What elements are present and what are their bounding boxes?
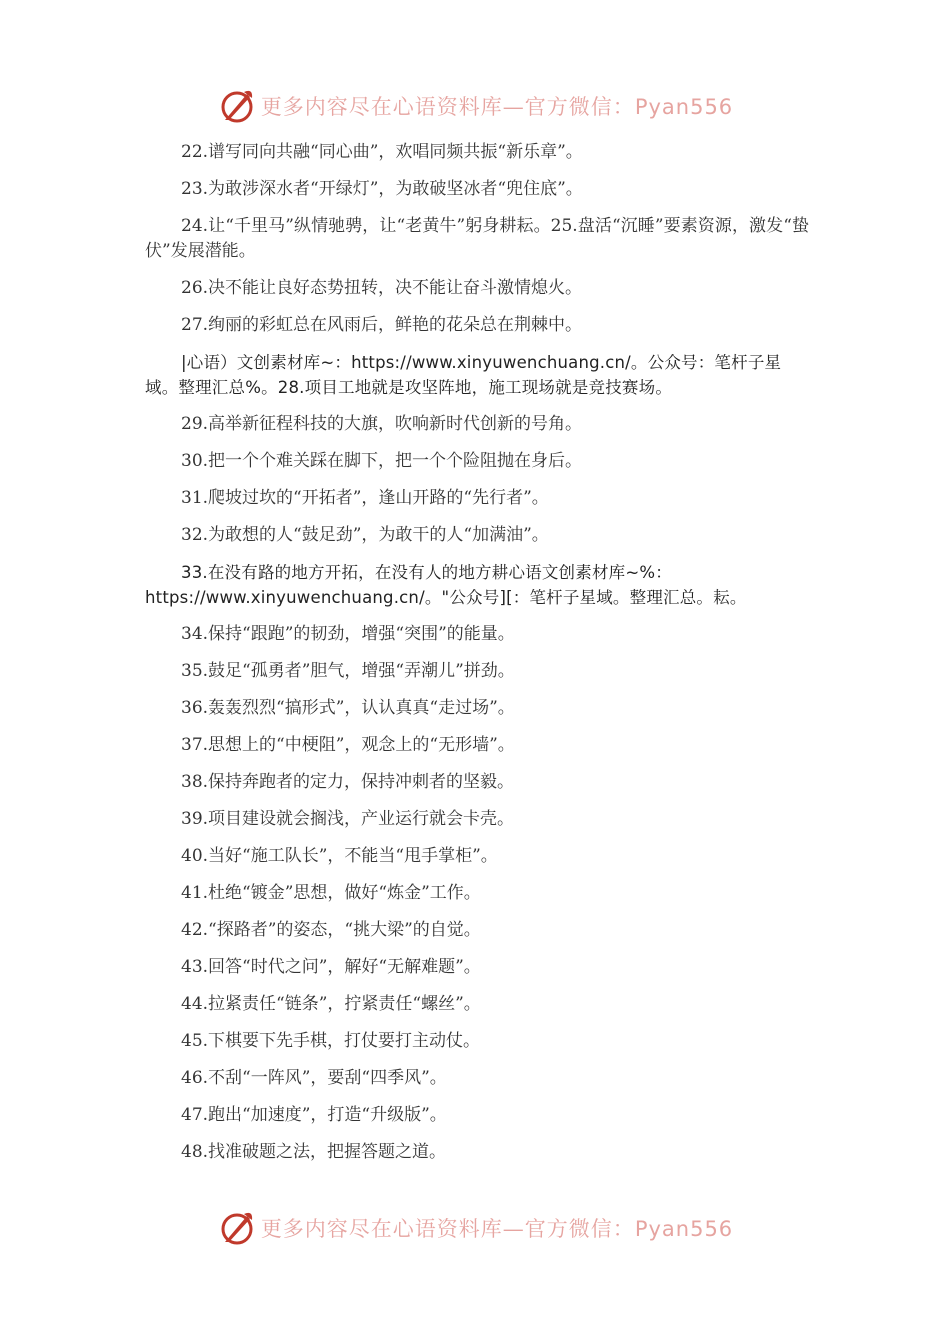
body-line: 36.轰轰烈烈“搞形式”，认认真真“走过场”。: [181, 698, 515, 718]
header-banner-text: 更多内容尽在心语资料库—官方微信：Pyan556: [260, 95, 734, 119]
body-line: 41.杜绝“镀金”思想，做好“炼金”工作。: [181, 883, 481, 903]
quill-logo-icon: [217, 86, 257, 126]
body-line: 32.为敢想的人“鼓足劲”，为敢干的人“加满油”。: [181, 525, 549, 545]
body-line: 24.让“千里马”纵情驰骋，让“老黄牛”躬身耕耘。25.盘活“沉睡”要素资源，激发“蛰伏”发展潜能。: [145, 216, 809, 261]
body-line: 48.找准破题之法，把握答题之道。: [181, 1142, 447, 1162]
document-body: [145, 140, 809, 1177]
body-line: 38.保持奔跑者的定力，保持冲刺者的坚毅。: [181, 772, 515, 792]
header-banner: [0, 84, 950, 128]
body-line: 37.思想上的“中梗阻”，观念上的“无形墙”。: [181, 735, 515, 755]
body-line: 26.决不能让良好态势扭转，决不能让奋斗激情熄火。: [181, 278, 583, 298]
body-line: 46.不刮“一阵风”，要刮“四季风”。: [181, 1068, 447, 1088]
body-line-watermark: |心语）文创素材库~：https://www.xinyuwenchuang.cn/。公众号：笔杆子星域。整理汇总%。28.项目工地就是攻坚阵地，施工现场就是竞技赛场。: [145, 353, 782, 397]
footer-wechat-id: Pyan556: [634, 1217, 734, 1241]
header-wechat-id: Pyan556: [634, 95, 734, 119]
body-line: 39.项目建设就会搁浅，产业运行就会卡壳。: [181, 809, 515, 829]
body-line: 34.保持“跟跑”的韧劲，增强“突围”的能量。: [181, 624, 515, 644]
body-line: 35.鼓足“孤勇者”胆气，增强“弄潮儿”拼劲。: [181, 661, 515, 681]
body-line: 31.爬坡过坎的“开拓者”，逢山开路的“先行者”。: [181, 488, 549, 508]
body-line: 27.绚丽的彩虹总在风雨后，鲜艳的花朵总在荆棘中。: [181, 315, 583, 335]
body-line: 43.回答“时代之问”，解好“无解难题”。: [181, 957, 481, 977]
body-line: 42.“探路者”的姿态，“挑大梁”的自觉。: [181, 920, 481, 940]
body-line: 40.当好“施工队长”，不能当“甩手掌柜”。: [181, 846, 498, 866]
footer-banner: [0, 1206, 950, 1250]
body-line: 45.下棋要下先手棋，打仗要打主动仗。: [181, 1031, 481, 1051]
body-line: 22.谱写同向共融“同心曲”，欢唱同频共振“新乐章”。: [181, 142, 583, 162]
body-line: 29.高举新征程科技的大旗，吹响新时代创新的号角。: [181, 414, 583, 434]
body-line: 44.拉紧责任“链条”，拧紧责任“螺丝”。: [181, 994, 481, 1014]
body-line: 47.跑出“加速度”，打造“升级版”。: [181, 1105, 447, 1125]
footer-banner-text: 更多内容尽在心语资料库—官方微信：Pyan556: [260, 1217, 734, 1241]
quill-logo-icon: [217, 1208, 257, 1248]
body-line: 30.把一个个难关踩在脚下，把一个个险阻抛在身后。: [181, 451, 583, 471]
body-line-watermark: 33.在没有路的地方开拓，在没有人的地方耕心语文创素材库~%：https://www.xinyuwenchuang.cn/。"公众号][：笔杆子星域。整理汇总。耘。: [145, 563, 747, 607]
body-line: 23.为敢涉深水者“开绿灯”，为敢破坚冰者“兜住底”。: [181, 179, 583, 199]
